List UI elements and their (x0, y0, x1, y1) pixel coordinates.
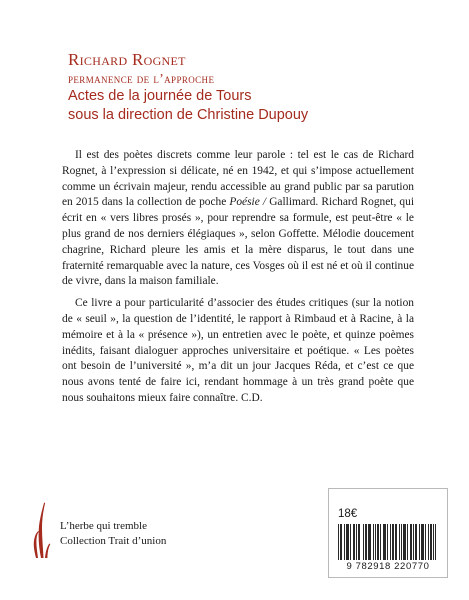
subtitle-line-1: Actes de la journée de Tours (68, 88, 252, 104)
blurb-p1-end: Gallimard. Richard Rognet, qui écrit en « vers libres prosés », pour reprendre sa formule, est peut-être « le plus grand de nos derniers élégiaques », selon Goffette. Mélodie doucement chagrine, Richard pleure les amis et la mère disparus, le tout dans une fraternité remarquable avec la nature, ces Vosges où il est né et où il continue de vivre, dans la maison familiale. (62, 196, 414, 288)
collection-name: Poésie / (229, 196, 267, 209)
blurb-paragraph-2: Ce livre a pour particularité d’associer des études critiques (sur la notion de « seuil », la question de l’identité, le rapport à Rimbaud et à Racine, à la mémoire et à la « présence »), un entretien avec le poète, et quinze poèmes inédits, faisant dialoguer approches universitaire et poétique. « Les poètes ont besoin de l’université », m’a dit un jour Jacques Réda, et c’est ce que nous avons tenté de faire ici, rendant hommage à un très grand poète que nous souhaitons mieux faire connaître. C.D. (62, 297, 414, 404)
isbn-barcode (338, 524, 436, 560)
publisher-imprint (60, 519, 166, 549)
isbn-number: 9 782918 220770 (346, 561, 430, 572)
grass-emblem-icon (30, 502, 52, 558)
collection-label: Collection Trait d’union (60, 535, 167, 547)
cover-header (68, 50, 448, 125)
blurb (62, 148, 414, 407)
subtitle-line-2: sous la direction de Christine Dupouy (68, 107, 309, 123)
publisher-name: L’herbe qui tremble (60, 520, 147, 532)
blurb-paragraph-1 (62, 148, 414, 290)
blurb-p1-start: Il est des poètes discrets comme leur parole : tel est le cas de Richard Rognet, à l’expression si délicate, né en 1942, et qui s’impose actuellement comme un écrivain majeur, rendu accessible au grand public par sa parution en 2015 dans la collection de poche (62, 149, 414, 209)
book-title: permanence de l’approche (68, 71, 215, 86)
author-name: Richard Rognet (68, 50, 186, 69)
price-label: 18€ (338, 508, 358, 520)
